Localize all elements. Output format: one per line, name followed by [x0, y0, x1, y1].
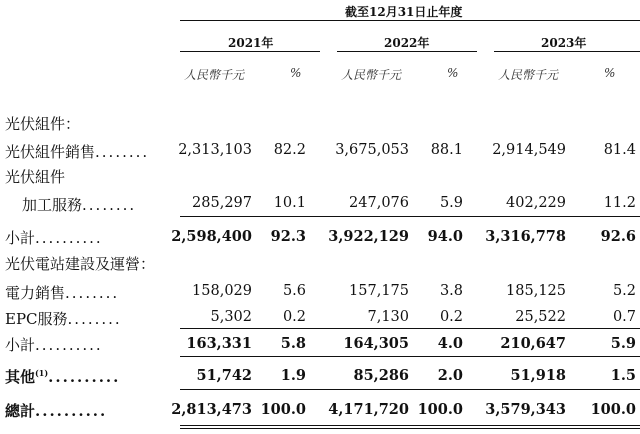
cell-2022-amount: 7,130 [367, 309, 409, 325]
cell-2022-pct: 88.1 [430, 142, 463, 158]
cell-2022-amount: 85,286 [353, 367, 409, 384]
cell-2021-pct: 82.2 [273, 142, 306, 158]
cell-2021-pct: 5.6 [282, 283, 306, 299]
year-2023-rule [494, 51, 640, 52]
year-2022-header: 2022年 [384, 36, 430, 50]
cell-2023-amount: 2,914,549 [492, 142, 566, 158]
cell-2022-pct: 94.0 [427, 228, 463, 245]
cell-2022-pct: 4.0 [437, 335, 463, 352]
cell-2023-pct: 5.2 [612, 283, 636, 299]
row-label-subtotal-2: 小計.......... [5, 336, 103, 354]
cell-2021-pct: 5.8 [280, 335, 306, 352]
year-2022-rule [337, 51, 477, 52]
footnote-marker: (1) [35, 368, 49, 378]
cell-2021-pct: 0.2 [282, 309, 306, 325]
cell-2022-pct: 100.0 [417, 401, 463, 418]
year-2021-header: 2021年 [228, 36, 274, 50]
row-label-epc-services: EPC服務........ [5, 310, 122, 328]
cell-2021-pct: 92.3 [270, 228, 306, 245]
cell-2021-amount: 285,297 [192, 195, 252, 211]
total-double-rule-2 [180, 428, 640, 429]
cell-2022-amount: 3,922,129 [328, 228, 409, 245]
cell-2021-amount: 158,029 [192, 283, 252, 299]
cell-2023-amount: 3,316,778 [485, 228, 566, 245]
cell-2023-amount: 210,647 [500, 335, 566, 352]
unit-pct-2023: % [604, 66, 616, 80]
subtotal-1-rule-top [180, 216, 640, 217]
row-label-subtotal-1: 小計.......... [5, 229, 103, 247]
cell-2021-amount: 2,598,400 [171, 228, 252, 245]
cell-2021-amount: 5,302 [210, 309, 252, 325]
unit-amount-2023: 人民幣千元 [498, 68, 559, 82]
cell-2022-pct: 5.9 [439, 195, 463, 211]
cell-2022-pct: 3.8 [439, 283, 463, 299]
row-label-others: 其他$^{(1)}$.......... [5, 368, 121, 386]
header-rule-top [180, 20, 640, 21]
unit-amount-2021: 人民幣千元 [184, 68, 245, 82]
unit-pct-2021: % [290, 66, 302, 80]
cell-2023-amount: 51,918 [510, 367, 566, 384]
row-label-processing-services: 加工服務........ [22, 196, 137, 214]
cell-2021-amount: 51,742 [196, 367, 252, 384]
unit-amount-2022: 人民幣千元 [341, 68, 402, 82]
year-2021-rule [180, 51, 320, 52]
unit-pct-2022: % [447, 66, 459, 80]
cell-2023-pct: 1.5 [610, 367, 636, 384]
cell-2023-amount: 185,125 [506, 283, 566, 299]
total-rule-top [180, 389, 640, 390]
cell-2023-amount: 3,579,343 [485, 401, 566, 418]
cell-2023-amount: 25,522 [515, 309, 566, 325]
cell-2021-pct: 1.9 [280, 367, 306, 384]
section-title-pv-station: 光伏電站建設及運營： [5, 255, 156, 273]
subtotal-2-rule-top [180, 328, 640, 329]
cell-2021-amount: 2,813,473 [171, 401, 252, 418]
row-label-total: 總計.......... [5, 402, 108, 420]
row-label-electricity-sales: 電力銷售........ [5, 284, 120, 302]
cell-2022-amount: 164,305 [343, 335, 409, 352]
cell-2023-pct: 100.0 [590, 401, 636, 418]
year-2023-header: 2023年 [541, 36, 587, 50]
cell-2022-amount: 157,175 [349, 283, 409, 299]
section-title-pv-modules: 光伏組件： [5, 115, 81, 133]
cell-2022-amount: 247,076 [349, 195, 409, 211]
cell-2023-pct: 5.9 [610, 335, 636, 352]
period-title: 截至12月31日止年度 [345, 5, 463, 19]
cell-2023-amount: 402,229 [506, 195, 566, 211]
row-label-pv-modules-line1: 光伏組件 [5, 168, 66, 186]
cell-2022-pct: 2.0 [437, 367, 463, 384]
cell-2021-pct: 10.1 [273, 195, 306, 211]
cell-2022-pct: 0.2 [439, 309, 463, 325]
cell-2023-pct: 92.6 [600, 228, 636, 245]
cell-2022-amount: 4,171,720 [328, 401, 409, 418]
row-label-pv-module-sales: 光伏組件銷售........ [5, 143, 150, 161]
cell-2021-amount: 2,313,103 [178, 142, 252, 158]
cell-2023-pct: 0.7 [612, 309, 636, 325]
cell-2021-pct: 100.0 [260, 401, 306, 418]
cell-2022-amount: 3,675,053 [335, 142, 409, 158]
cell-2023-pct: 11.2 [603, 195, 636, 211]
others-rule-top [180, 356, 640, 357]
cell-2021-amount: 163,331 [186, 335, 252, 352]
cell-2023-pct: 81.4 [603, 142, 636, 158]
total-double-rule-1 [180, 425, 640, 426]
